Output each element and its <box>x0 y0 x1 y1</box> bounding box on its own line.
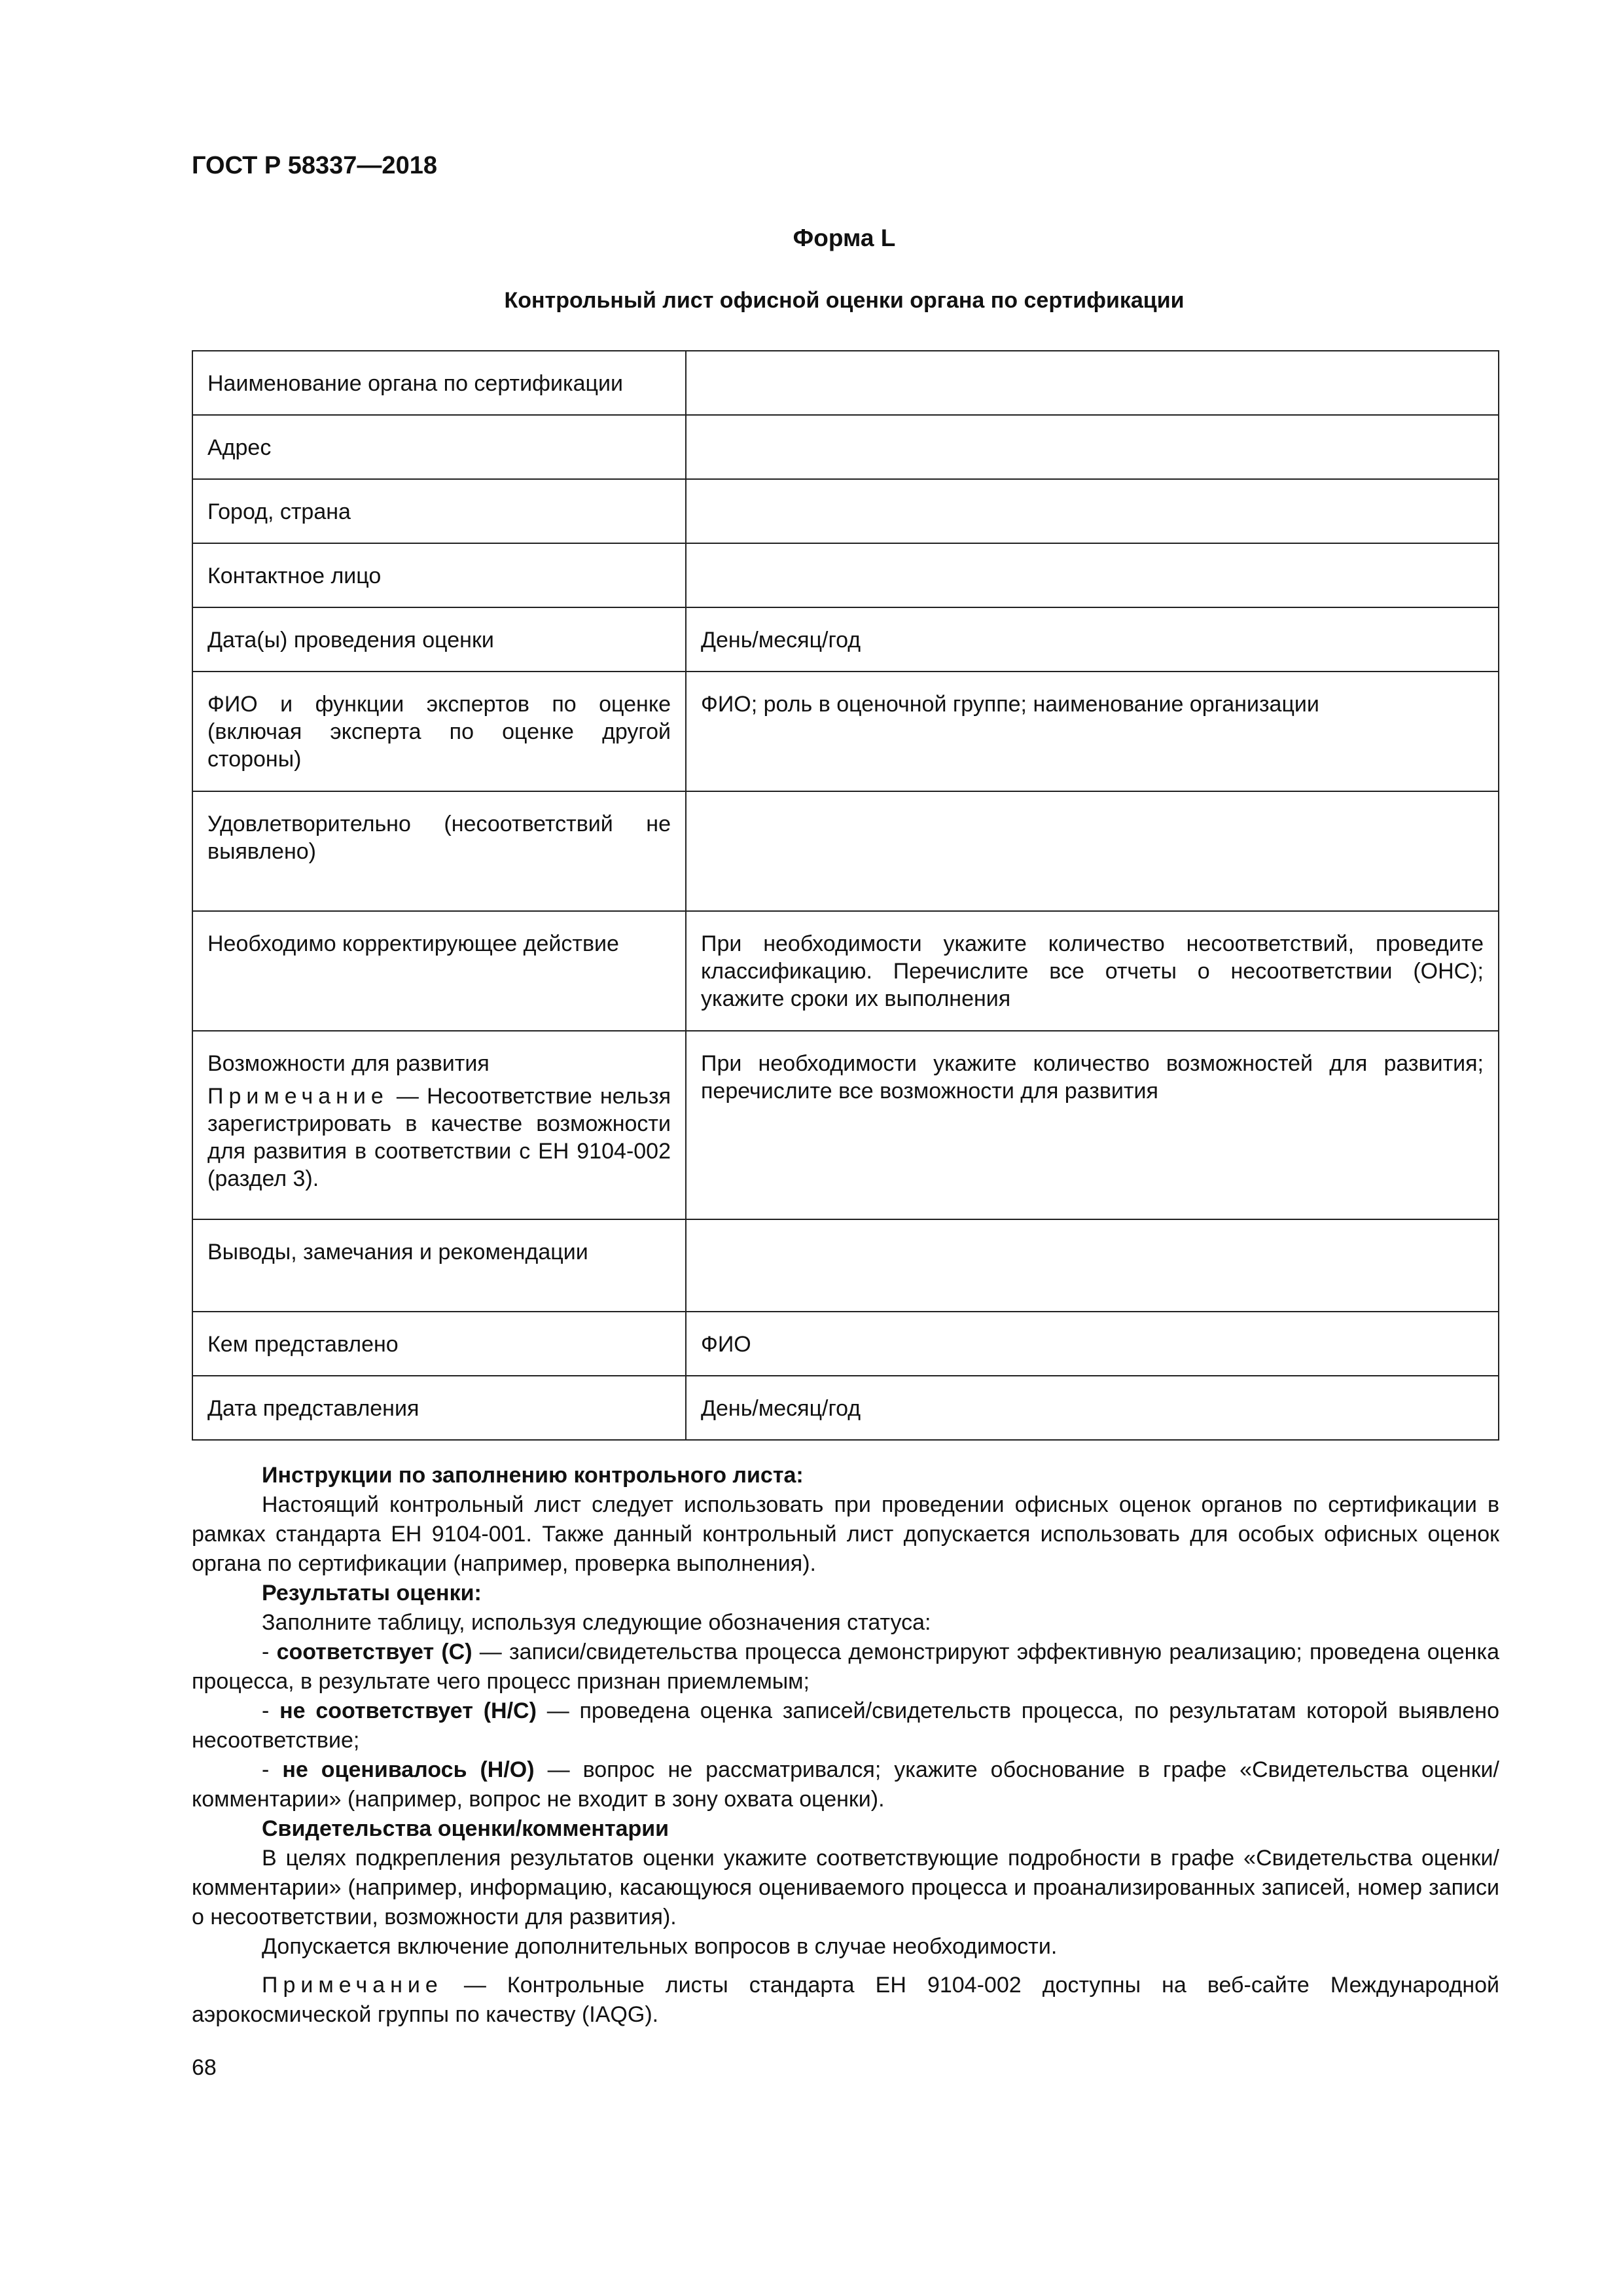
status-compliant <box>192 1638 1499 1696</box>
evidence-heading: Свидетельства оценки/комментарии <box>262 1816 669 1841</box>
table-row <box>192 607 1499 672</box>
table-row <box>192 1219 1499 1312</box>
row-label: Контактное лицо <box>192 543 686 607</box>
status-not-assessed <box>192 1755 1499 1814</box>
instructions-heading: Инструкции по заполнению контрольного листа: <box>262 1463 804 1488</box>
row-note <box>207 1083 671 1193</box>
table-row <box>192 1376 1499 1440</box>
instructions-note <box>192 1971 1499 2030</box>
status-text: — вопрос не рассматривался; укажите обоснование в графе «Свидетельства оценки/комментарии» (например, вопрос не входит в зону охвата оценки). <box>192 1757 1499 1812</box>
row-value[interactable]: ФИО; роль в оценочной группе; наименование организации <box>686 672 1499 791</box>
status-prefix: - <box>262 1640 277 1664</box>
row-label: Необходимо корректирующее действие <box>192 911 686 1031</box>
row-value[interactable] <box>686 351 1499 415</box>
row-value[interactable]: При необходимости укажите количество несоответствий, проведите классификацию. Перечислите все отчеты о несоответствии (ОНС); укажите сроки их выполнения <box>686 911 1499 1031</box>
table-row <box>192 351 1499 415</box>
instructions-intro: Настоящий контрольный лист следует использовать при проведении офисных оценок органов по сертификации в рамках стандарта ЕН 9104-001. Также данный контрольный лист допускается использовать для особых офисных оценок органа по сертификации (например, проверка выполнения). <box>192 1492 1499 1576</box>
status-term: не оценивалось (Н/О) <box>282 1757 535 1782</box>
status-text: — проведена оценка записей/свидетельств процесса, по результатам которой выявлено несоответствие; <box>192 1698 1499 1753</box>
row-label: Адрес <box>192 415 686 479</box>
note-label: Примечание <box>207 1084 389 1109</box>
table-row <box>192 415 1499 479</box>
instructions-section <box>192 1461 1499 2030</box>
document-code: ГОСТ Р 58337—2018 <box>192 152 437 179</box>
extra-text: Допускается включение дополнительных вопросов в случае необходимости. <box>262 1934 1058 1959</box>
table-row <box>192 911 1499 1031</box>
row-label: ФИО и функции экспертов по оценке (включая эксперта по оценке другой стороны) <box>192 672 686 791</box>
status-term: соответствует (С) <box>276 1640 473 1664</box>
status-prefix: - <box>262 1698 280 1723</box>
row-label-cell <box>192 1031 686 1219</box>
form-title: Форма L <box>793 224 896 251</box>
results-intro: Заполните таблицу, используя следующие обозначения статуса: <box>262 1610 931 1635</box>
row-label: Возможности для развития <box>207 1051 490 1076</box>
row-value[interactable]: День/месяц/год <box>686 1376 1499 1440</box>
table-row <box>192 672 1499 791</box>
row-label: Дата представления <box>192 1376 686 1440</box>
note-text: — Несоответствие нельзя зарегистрировать в качестве возможности для развития в соответствии с ЕН 9104-002 (раздел 3). <box>207 1084 671 1191</box>
row-value[interactable] <box>686 791 1499 911</box>
status-noncompliant <box>192 1696 1499 1755</box>
row-value[interactable] <box>686 543 1499 607</box>
row-value[interactable]: День/месяц/год <box>686 607 1499 672</box>
row-value[interactable] <box>686 1219 1499 1312</box>
row-label: Выводы, замечания и рекомендации <box>192 1219 686 1312</box>
page-number: 68 <box>192 2055 217 2080</box>
table-row <box>192 1031 1499 1219</box>
note-label: Примечание <box>262 1973 443 1998</box>
status-prefix: - <box>262 1757 283 1782</box>
form-subtitle: Контрольный лист офисной оценки органа по сертификации <box>504 288 1185 313</box>
status-term: не соответствует (Н/С) <box>279 1698 537 1723</box>
checklist-table <box>192 350 1499 1441</box>
table-row <box>192 791 1499 911</box>
results-heading: Результаты оценки: <box>262 1581 482 1605</box>
status-text: — записи/свидетельства процесса демонстрируют эффективную реализацию; проведена оценка процесса, в результате чего процесс признан приемлемым; <box>192 1640 1499 1694</box>
table-row <box>192 1312 1499 1376</box>
row-label: Город, страна <box>192 479 686 543</box>
table-row <box>192 479 1499 543</box>
row-label: Кем представлено <box>192 1312 686 1376</box>
row-value[interactable] <box>686 479 1499 543</box>
table-row <box>192 543 1499 607</box>
row-label: Наименование органа по сертификации <box>192 351 686 415</box>
row-value[interactable]: ФИО <box>686 1312 1499 1376</box>
row-label: Дата(ы) проведения оценки <box>192 607 686 672</box>
evidence-text: В целях подкрепления результатов оценки укажите соответствующие подробности в графе «Свидетельства оценки/комментарии» (например, информацию, касающуюся оцениваемого процесса и проанализированных записей, номер записи о несоответствии, возможности для развития). <box>192 1846 1499 1929</box>
row-value[interactable]: При необходимости укажите количество возможностей для развития; перечислите все возможности для развития <box>686 1031 1499 1219</box>
row-value[interactable] <box>686 415 1499 479</box>
row-label: Удовлетворительно (несоответствий не выявлено) <box>192 791 686 911</box>
note-text: — Контрольные листы стандарта ЕН 9104-002 доступны на веб-сайте Международной аэрокосмической группы по качеству (IAQG). <box>192 1973 1499 2027</box>
